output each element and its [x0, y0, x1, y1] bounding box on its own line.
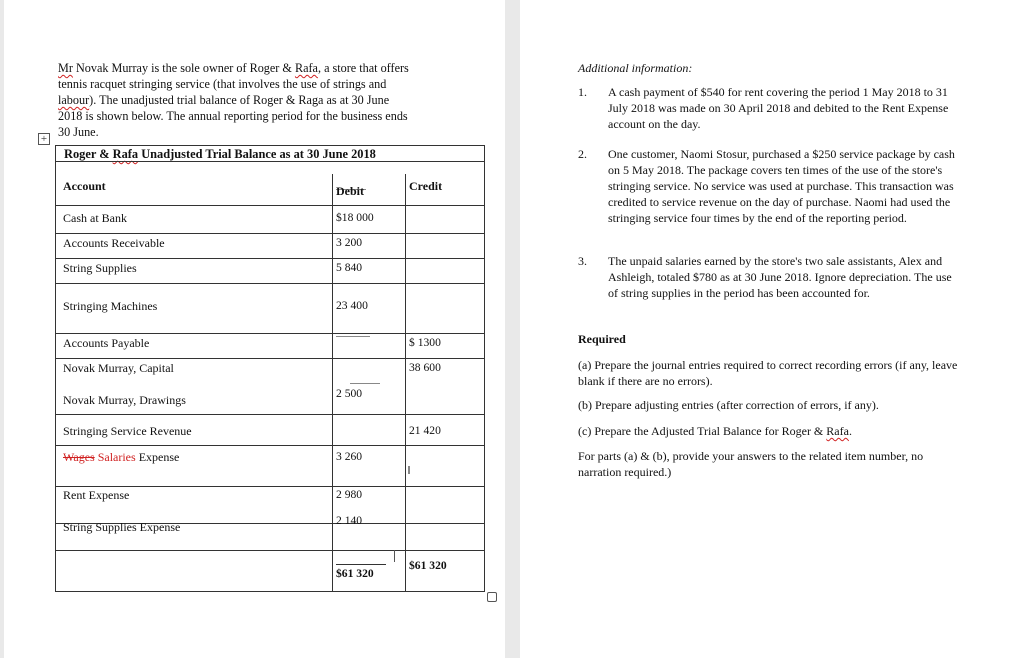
row-account: String Supplies Expense: [63, 520, 181, 534]
intro-paragraph: Mr Novak Murray is the sole owner of Roger & Rafa, a store that offers tennis racquet stringing service (that involves the use of strings and labour). The unadjusted trial balance of Roger & Raga as at 30 June 2018 is shown below. The annual reporting period for the business ends 30 June.: [58, 61, 409, 139]
additional-info-title: Additional information:: [578, 61, 693, 75]
table-title: Roger & Rafa Unadjusted Trial Balance as at 30 June 2018: [64, 147, 376, 161]
row-account: Rent Expense: [63, 488, 130, 502]
row-debit: 5 840: [336, 261, 363, 274]
required-c: (c) Prepare the Adjusted Trial Balance for Roger & Rafa.: [578, 424, 852, 438]
row-debit: $18 000: [336, 211, 374, 224]
row-account: Accounts Payable: [63, 336, 150, 350]
row-debit: 2 140: [336, 514, 363, 527]
additional-information: Additional information: 1. A cash payment of $540 for rent covering the period 1 May 2018 to 31 July 2018 was made on 30 April 2018 and debited to the Rent Expense account on the day. 2. One customer, Naomi Stosur, purchased a $250 service package by cash on 5 May 2018. The package covers ten times of the use of the store's stringing service. No service was used at purchase. This transaction was credited to service revenue on the day of purchase. Naomi had used the stringing service four times by the end of the reporting period. 3. The unpaid salaries earned by the store's two sale assistants, Alex and Ashleigh, totaled $780 as at 30 June 2018. Ignore depreciation. The use of string supplies in the period has been accounted for. Required (a) Prepare the journal entries required to correct recording errors (if any, leave blank if there are no errors). (b) Prepare adjusting entries (after correction of errors, if any). (c) Prepare the Adjusted Trial Balance for Roger & Rafa. For parts (a) & (b), provide your answers to the related item number, no narration required.): [578, 60, 966, 76]
row-account: Accounts Receivable: [63, 236, 165, 250]
row-debit: 2 500: [336, 387, 363, 400]
row-debit: 3 260: [336, 450, 363, 463]
row-account: Cash at Bank: [63, 211, 127, 225]
row-credit: 21 420: [409, 424, 441, 437]
row-credit: 38 600: [409, 361, 441, 374]
row-credit: $ 1300: [409, 336, 441, 349]
spell-flag-rafa: Rafa: [294, 61, 318, 75]
total-credit: $61 320: [409, 559, 447, 572]
required-b: (b) Prepare adjusting entries (after correction of errors, if any).: [578, 398, 879, 412]
required-a: (a) Prepare the journal entries required to correct recording errors (if any, leave blank if there are no errors).: [578, 358, 958, 388]
total-debit: $61 320: [336, 567, 374, 580]
trial-balance-table: [55, 145, 485, 592]
required-title: Required: [578, 332, 626, 346]
header-account: Account: [63, 179, 106, 193]
row-debit: 2 980: [336, 488, 363, 501]
row-account: String Supplies: [63, 261, 137, 275]
spell-flag-labour: labour: [58, 93, 90, 107]
spell-flag-mr: Mr: [58, 61, 73, 75]
table-move-handle[interactable]: +: [38, 133, 50, 145]
header-credit: Credit: [409, 179, 443, 193]
header-debit: Debit: [336, 184, 364, 198]
row-account: Stringing Machines: [63, 299, 158, 313]
required-note: For parts (a) & (b), provide your answers to the related item number, no narration required.): [578, 449, 924, 479]
table-resize-handle[interactable]: [487, 592, 497, 602]
row-debit: 3 200: [336, 236, 363, 249]
row-account: Stringing Service Revenue: [63, 424, 192, 438]
row-account: Novak Murray, Capital: [63, 361, 174, 375]
row-debit: 23 400: [336, 299, 368, 312]
row-account: Novak Murray, Drawings: [63, 393, 186, 407]
row-account-salaries: Wages Salaries Expense: [63, 450, 180, 464]
